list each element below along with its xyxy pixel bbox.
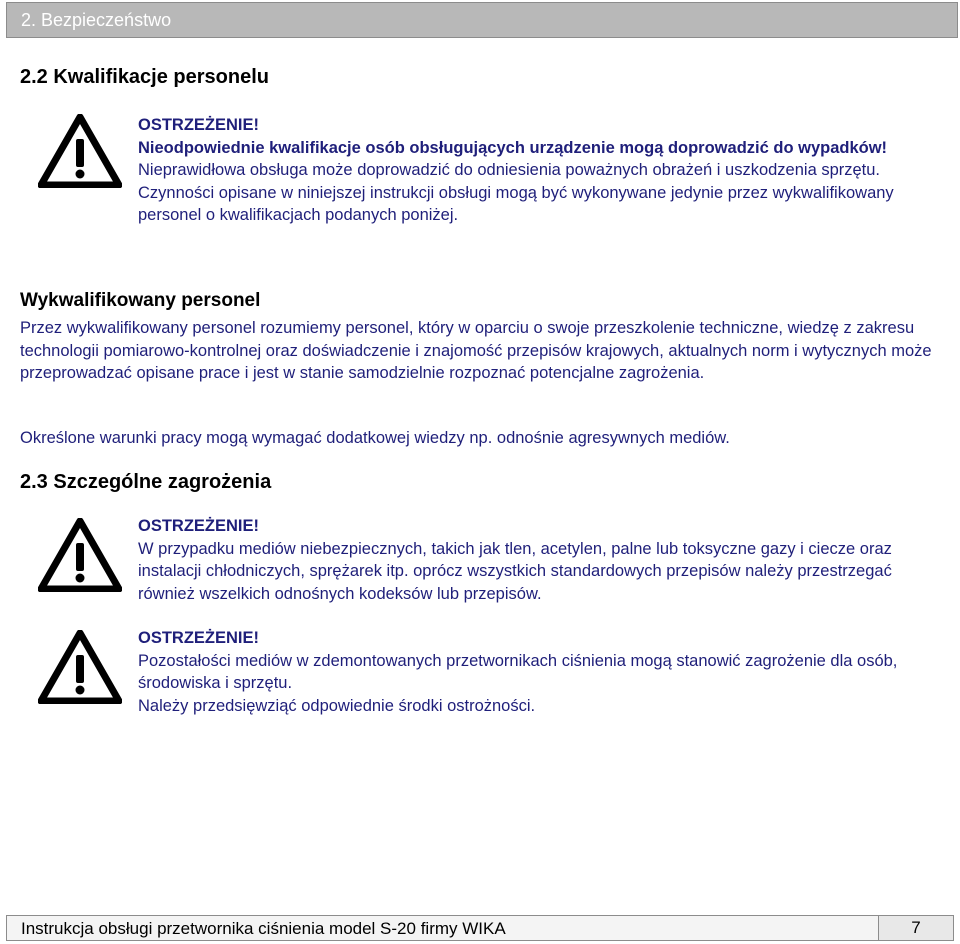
warning-box-qualifications <box>138 114 928 227</box>
heading-2-3: 2.3 Szczególne zagrożenia <box>20 471 272 493</box>
qualified-personnel-text: Przez wykwalifikowany personel rozumiemy personel, który w oparciu o swoje przeszkolenie techniczne, wiedzę z zakresu technologii pomiarowo-kontrolnej oraz doświadczenie i znajomość przepisów krajowych, aktualnych norm i wytycznych może przeprowadzać opisane prace i jest w stanie samodzielnie rozpoznać potencjalne zagrożenia. <box>20 319 932 382</box>
warning-label: OSTRZEŻENIE! <box>138 517 260 535</box>
page-number: 7 <box>878 916 953 940</box>
heading-2-2: 2.2 Kwalifikacje personelu <box>20 66 269 88</box>
warning-text: W przypadku mediów niebezpiecznych, takich jak tlen, acetylen, palne lub toksyczne gazy i ciecze oraz instalacji chłodniczych, sprężarek itp. oprócz wszystkich standardowych przepisów należy przestrzegać również wszelkich odnośnych kodeksów lub przepisów. <box>138 539 892 603</box>
section-header-title: 2. Bezpieczeństwo <box>21 10 172 30</box>
warning-label: OSTRZEŻENIE! <box>138 629 260 647</box>
footer-title: Instrukcja obsługi przetwornika ciśnienia model S-20 firmy WIKA <box>21 919 506 938</box>
warning-bold-text: Nieodpowiednie kwalifikacje osób obsługujących urządzenie mogą doprowadzić do wypadków! <box>138 138 888 157</box>
warning-text: Pozostałości mediów w zdemontowanych przetwornikach ciśnienia mogą stanowić zagrożenie dla osób, środowiska i sprzętu. <box>138 651 898 692</box>
conditions-note: Określone warunki pracy mogą wymagać dodatkowej wiedzy np. odnośnie agresywnych mediów. <box>20 429 730 447</box>
warning-triangle-icon <box>38 630 122 704</box>
warning-box-hazardous-media <box>138 515 946 605</box>
warning-text: Należy przedsięwziąć odpowiednie środki ostrożności. <box>138 696 536 715</box>
section-header-bar <box>6 2 958 38</box>
warning-text: Czynności opisane w niniejszej instrukcji obsługi mogą być wykonywane jedynie przez wykwalifikowany personel o kwalifikacjach podanych poniżej. <box>138 183 894 224</box>
warning-label: OSTRZEŻENIE! <box>138 116 260 134</box>
qualified-personnel-heading: Wykwalifikowany personel <box>20 290 261 311</box>
warning-triangle-icon <box>38 518 122 592</box>
warning-box-residual-media <box>138 627 946 717</box>
warning-text: Nieprawidłowa obsługa może doprowadzić do odniesienia poważnych obrażeń i uszkodzenia sprzętu. <box>138 161 881 179</box>
warning-triangle-icon <box>38 114 122 188</box>
page-footer <box>6 915 954 941</box>
